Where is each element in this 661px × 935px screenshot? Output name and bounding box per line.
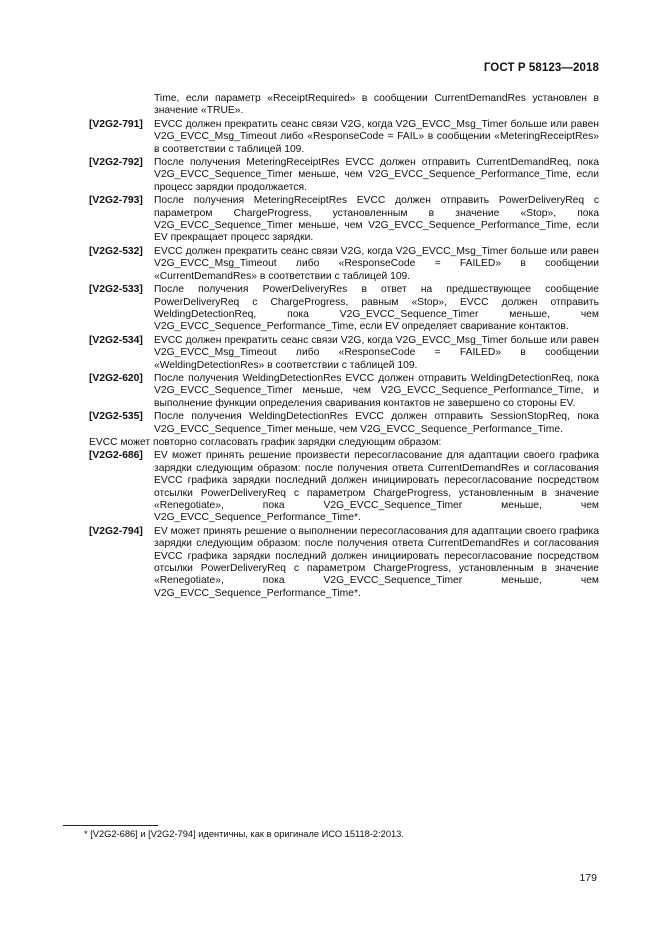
requirement-text: После получения WeldingDetectionRes EVCC должен отправить WeldingDetectionReq, пока V2G_EVCC_Sequence_Timer меньше, чем V2G_EVCC_Sequence_Performance_Time, и выполнение функции определения сваривания контактов не завершено со стороны EV. xyxy=(154,372,599,409)
intro-line: EVCC может повторно согласовать график зарядки следующим образом: xyxy=(89,436,442,448)
requirement-item xyxy=(89,450,599,524)
requirement-text: После получения PowerDeliveryRes в ответ на предшествующее сообщение PowerDeliveryReq с ChargeProgress, равным «Stop», EVCC должен отправить WeldingDetectionReq, пока V2G_EVCC_Sequence_Timer меньше, чем V2G_EVCC_Sequence_Performance_Time, если EV определяет сваривание контактов. xyxy=(154,284,599,333)
requirement-text: EVCC должен прекратить сеанс связи V2G, когда V2G_EVCC_Msg_Timer больше или равен V2G_EVCC_Msg_Timeout либо «ResponseCode = FAIL» в сообщении «MeteringReceiptRes» в соответствии с таблицей 109. xyxy=(154,118,599,155)
requirement-id: [V2G2-533] xyxy=(89,284,143,296)
requirement-item xyxy=(89,195,599,245)
requirement-item xyxy=(89,373,599,410)
requirement-text: EVCC должен прекратить сеанс связи V2G, когда V2G_EVCC_Msg_Timer больше или равен V2G_EVCC_Msg_Timeout либо «ResponseCode = FAILED» в сообщении «CurrentDemandRes» в соответствии с таблицей 109. xyxy=(154,245,599,282)
requirement-text: EV может принять решение о выполнении пересогласования для адаптации своего графика зарядки следующим образом: после получения ответа CurrentDemandRes и согласования EVCC графика зарядки последний должен инициировать пересогласование посредством отсылки PowerDeliveryReq с параметром ChargeProgress, установленным в значение «Renegotiate», пока V2G_EVCC_Sequence_Timer меньше, чем V2G_EVCC_Sequence_Performance_Time*. xyxy=(154,525,599,599)
requirement-id: [V2G2-791] xyxy=(89,118,143,130)
requirement-id: [V2G2-686] xyxy=(89,450,143,462)
requirement-id: [V2G2-792] xyxy=(89,157,143,169)
requirement-item xyxy=(89,335,599,372)
requirement-item xyxy=(89,411,599,436)
requirement-item xyxy=(89,157,599,194)
requirement-text: EV может принять решение произвести пересогласование для адаптации своего графика зарядки следующим образом: после получения ответа CurrentDemandRes и согласования EVCC графика зарядки последний должен инициировать пересогласование посредством отсылки PowerDeliveryReq с параметром ChargeProgress, установленным в значение «Renegotiate», пока V2G_EVCC_Sequence_Timer меньше, чем V2G_EVCC_Sequence_Performance_Time*. xyxy=(154,450,599,524)
page-number: 179 xyxy=(579,872,597,884)
requirement-id: [V2G2-535] xyxy=(89,411,143,423)
requirement-text: EVCC должен прекратить сеанс связи V2G, когда V2G_EVCC_Msg_Timer больше или равен V2G_EVCC_Msg_Timeout либо «ResponseCode = FAILED» в сообщении «WeldingDetectionRes» в соответствии с таблицей 109. xyxy=(154,334,599,371)
requirement-id: [V2G2-793] xyxy=(89,195,143,207)
requirement-item xyxy=(89,119,599,156)
requirement-text: После получения WeldingDetectionRes EVCC должен отправить SessionStopReq, пока V2G_EVCC_Sequence_Timer меньше, чем V2G_EVCC_Sequence_Performance_Time. xyxy=(154,411,599,435)
requirement-text: После получения MeteringReceiptRes EVCC должен отправить PowerDeliveryReq с параметром ChargeProgress, установленным в значение «Stop», пока V2G_EVCC_Sequence_Timer меньше, чем V2G_EVCC_Sequence_Performance_Time, если EV прекращает процесс зарядки. xyxy=(154,195,599,244)
requirement-item xyxy=(89,526,599,600)
requirement-text: После получения MeteringReceiptRes EVCC должен отправить CurrentDemandReq, пока V2G_EVCC_Sequence_Timer меньше, чем V2G_EVCC_Sequence_Performance_Time, если процесс зарядки продолжается. xyxy=(154,157,599,193)
continuation-paragraph: Time, если параметр «ReceiptRequired» в сообщении CurrentDemandRes установлен в значение «TRUE». xyxy=(154,93,599,117)
requirement-id: [V2G2-532] xyxy=(89,245,143,257)
standard-code-header: ГОСТ Р 58123—2018 xyxy=(483,62,599,74)
footnote-divider xyxy=(63,825,158,826)
footnote: * [V2G2-686] и [V2G2-794] идентичны, как в оригинале ИСО 15118-2:2013. xyxy=(84,829,404,839)
requirement-id: [V2G2-534] xyxy=(89,334,143,346)
document-body xyxy=(89,93,599,601)
requirement-id: [V2G2-620] xyxy=(89,372,143,384)
requirement-item xyxy=(89,284,599,334)
requirement-id: [V2G2-794] xyxy=(89,525,143,537)
requirement-item xyxy=(89,246,599,283)
